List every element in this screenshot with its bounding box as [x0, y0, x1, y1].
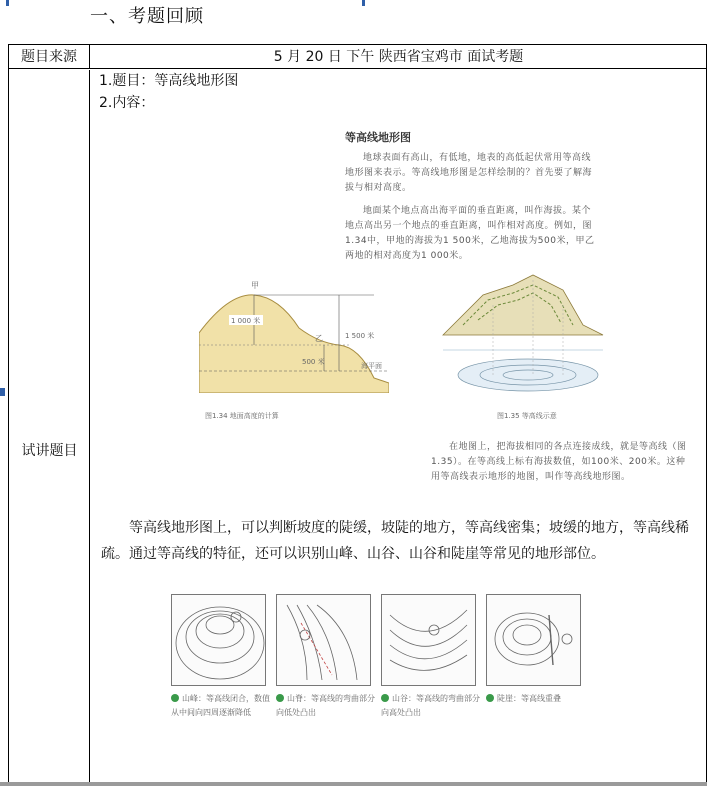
peak-bullet-icon — [171, 694, 179, 702]
ridge-caption — [276, 692, 381, 720]
source-value: 5 月 20 日 下午 陕西省宝鸡市 面试考题 — [273, 49, 524, 65]
page-bottom-edge — [0, 782, 707, 786]
topic-label: 试讲题目 — [21, 443, 78, 459]
fig1-caption: 图1.34 地面高度的计算 — [205, 412, 279, 420]
source-row — [9, 45, 706, 69]
textbook-para-1: 地球表面有高山，有低地，地表的高低起伏常用等高线地形图来表示。等高线地形图是怎样绘制的？首先要了解海拔与相对高度。 — [345, 153, 593, 193]
contour-3d-figure — [433, 265, 613, 400]
topic-content — [99, 70, 706, 783]
peak-caption — [171, 692, 276, 720]
source-label: 题目来源 — [9, 45, 90, 69]
ridge-figure — [276, 594, 371, 686]
textbook-scan — [195, 125, 687, 505]
fig1-label-h500: 500 米 — [302, 358, 325, 366]
peak-caption-text: 山峰：等高线闭合，数值从中间向四周逐渐降低 — [171, 694, 270, 717]
page-margin-mark — [0, 388, 5, 396]
ridge-caption-text: 山脊：等高线的弯曲部分向低处凸出 — [276, 694, 375, 717]
valley-caption-text: 山谷：等高线的弯曲部分向高处凸出 — [381, 694, 480, 717]
fig1-label-jia: 甲 — [251, 281, 259, 290]
fig1-label-h1000: 1 000 米 — [231, 317, 261, 325]
textbook-para-3: 在地图上，把海拔相同的各点连接成线，就是等高线（图1.35）。在等高线上标有海拔数值，如100米、200米。这种用等高线表示地形的地图，叫作等高线地形图。 — [431, 442, 687, 482]
valley-bullet-icon — [381, 694, 389, 702]
cliff-figure — [486, 594, 581, 686]
cliff-caption-text: 陡崖：等高线重叠 — [497, 694, 561, 703]
section-title: 一、考题回顾 — [90, 6, 204, 27]
topic-title-line: 1.题目：等高线地形图 — [99, 73, 239, 89]
fig2-caption: 图1.35 等高线示意 — [497, 412, 557, 420]
valley-caption — [381, 692, 486, 720]
exam-table — [8, 44, 707, 784]
topic-label-cell — [9, 70, 90, 783]
peak-figure — [171, 594, 266, 686]
textbook-para-2: 地面某个地点高出海平面的垂直距离，叫作海拔。某个地点高出另一个地点的垂直距离，叫作相对高度。例如，图1.34中，甲地的海拔为1 500米，乙地海拔为500米，甲乙两地的相对高度为1 000米。 — [345, 206, 595, 261]
page-corner-mark-left — [6, 0, 9, 6]
page-corner-mark-right — [362, 0, 365, 6]
fig1-label-h1500: 1 500 米 — [345, 332, 375, 340]
textbook-title: 等高线地形图 — [345, 131, 411, 144]
fig1-label-sea: 海平面 — [361, 362, 382, 370]
landform-figures — [171, 594, 601, 754]
cliff-caption — [486, 692, 591, 706]
valley-figure — [381, 594, 476, 686]
fig1-label-yi: 乙 — [315, 334, 323, 343]
contour-paragraph: 等高线地形图上，可以判断坡度的陡缓，坡陡的地方，等高线密集；坡缓的地方，等高线稀疏。通过等高线的特征，还可以识别山峰、山谷、山谷和陡崖等常见的地形部位。 — [101, 520, 689, 562]
cliff-bullet-icon — [486, 694, 494, 702]
ridge-bullet-icon — [276, 694, 284, 702]
topic-content-line: 2.内容： — [99, 95, 155, 111]
